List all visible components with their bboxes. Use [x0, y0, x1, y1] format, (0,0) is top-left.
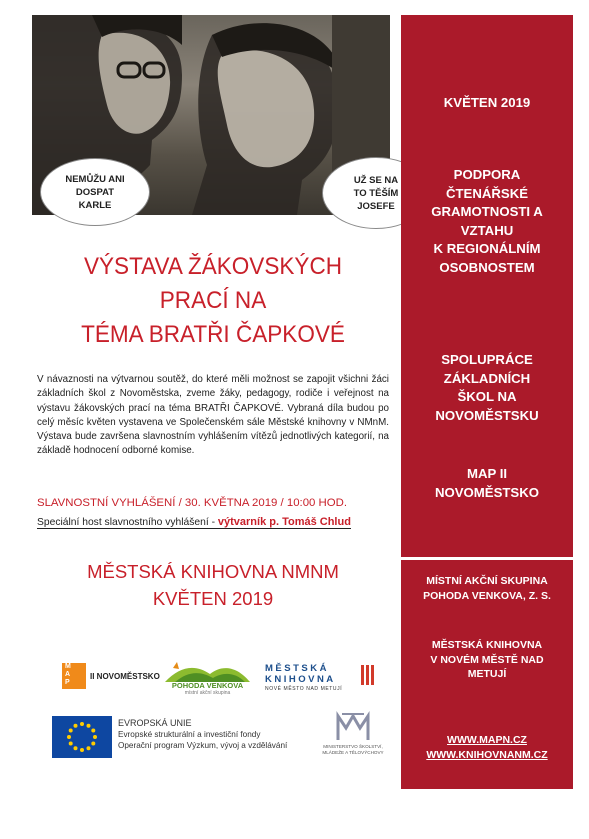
pohoda-venkova-logo	[165, 660, 250, 696]
pohoda-hills-icon	[165, 660, 250, 682]
map-letter-p: P	[65, 679, 70, 686]
mestska-knihovna-logo	[265, 663, 375, 695]
msmt-text: MINISTERSTVO ŠKOLSTVÍ, MLÁDEŽE A TĚLOVÝCHOVY	[322, 744, 384, 755]
exhibition-headline: VÝSTAVA ŽÁKOVSKÝCH PRACÍ NA TÉMA BRATŘI ČAPKOVÉ	[81, 253, 345, 348]
mk-line1: MĚSTSKÁ	[265, 663, 329, 674]
special-guest-line	[37, 516, 351, 529]
map-logo-text: II NOVOMĚSTSKO	[90, 672, 160, 681]
eu-funding-text	[118, 718, 287, 751]
info-panel-bottom	[401, 560, 573, 789]
map-novomestsko-logo	[62, 663, 160, 689]
panel-library-text: MĚSTSKÁ KNIHOVNA V NOVÉM MĚSTĚ NAD METUJÍ	[430, 639, 544, 680]
map-logo-mark	[62, 663, 86, 689]
panel-support-text: PODPORA ČTENÁŘSKÉ GRAMOTNOSTI A VZTAHU K REGIONÁLNÍM OSOBNOSTEM	[431, 167, 543, 275]
special-guest-label: Speciální host slavnostního vyhlášení -	[37, 517, 218, 528]
ceremony-date-line: SLAVNOSTNÍ VYHLÁŠENÍ / 30. KVĚTNA 2019 / 10:00 HOD.	[37, 497, 347, 509]
eu-head: EVROPSKÁ UNIE	[118, 718, 192, 728]
msmt-logo	[318, 712, 388, 762]
mk-line3: NOVÉ MĚSTO NAD METUJÍ	[265, 686, 343, 692]
mk-line2: KNIHOVNA	[265, 674, 336, 685]
exhibition-description: V návaznosti na výtvarnou soutěž, do které měli možnost se zapojit všichni žáci základních škol z Novoměstska, zveme žáky, pedagogy, rodiče i veřejnost na výstavu žákovských prací na téma BRATŘI ČAPKOVÉ. Vybraná díla budou po celý měsíc květen vystavena ve Společenském sále Městské knihovny v NMnM. Výstava bude završena slavnostním vyhlášením vítězů jednotlivých kategorií, na základě hodnocení odborné komise.	[37, 374, 389, 457]
panel-mas-text: MÍSTNÍ AKČNÍ SKUPINA POHODA VENKOVA, Z. S.	[423, 575, 551, 602]
msmt-mark-icon	[336, 712, 370, 742]
speech-bubble-karel: NEMŮŽU ANI DOSPAT KARLE	[40, 158, 150, 226]
info-panel-top	[401, 15, 573, 557]
panel-cooperation-text: SPOLUPRÁCE ZÁKLADNÍCH ŠKOL NA NOVOMĚSTSKU	[435, 352, 539, 423]
books-icon	[361, 665, 375, 685]
speech-bubble-josef: UŽ SE NA TO TĚŠÍM JOSEFE	[322, 157, 430, 229]
pohoda-name: POHODA VENKOVA	[171, 681, 244, 690]
eu-flag-icon	[52, 716, 112, 758]
special-guest-name: výtvarník p. Tomáš Chlud	[217, 516, 351, 528]
map-letter-a: A	[65, 671, 71, 678]
panel-links[interactable]: WWW.MAPN.CZ WWW.KNIHOVNANM.CZ	[426, 734, 548, 761]
map-letter-m: M	[65, 663, 71, 670]
eu-body: Evropské strukturální a investiční fondy Operační program Výzkum, vývoj a vzdělávání	[118, 730, 288, 750]
pohoda-sub: místní akční skupina	[184, 690, 231, 696]
brothers-capek-photo	[32, 15, 399, 215]
panel-date: KVĚTEN 2019	[443, 95, 531, 110]
library-title: MĚSTSKÁ KNIHOVNA NMNM KVĚTEN 2019	[87, 561, 339, 609]
panel-map-text: MAP II NOVOMĚSTSKO	[434, 466, 540, 500]
eu-flag-logo	[52, 716, 112, 758]
